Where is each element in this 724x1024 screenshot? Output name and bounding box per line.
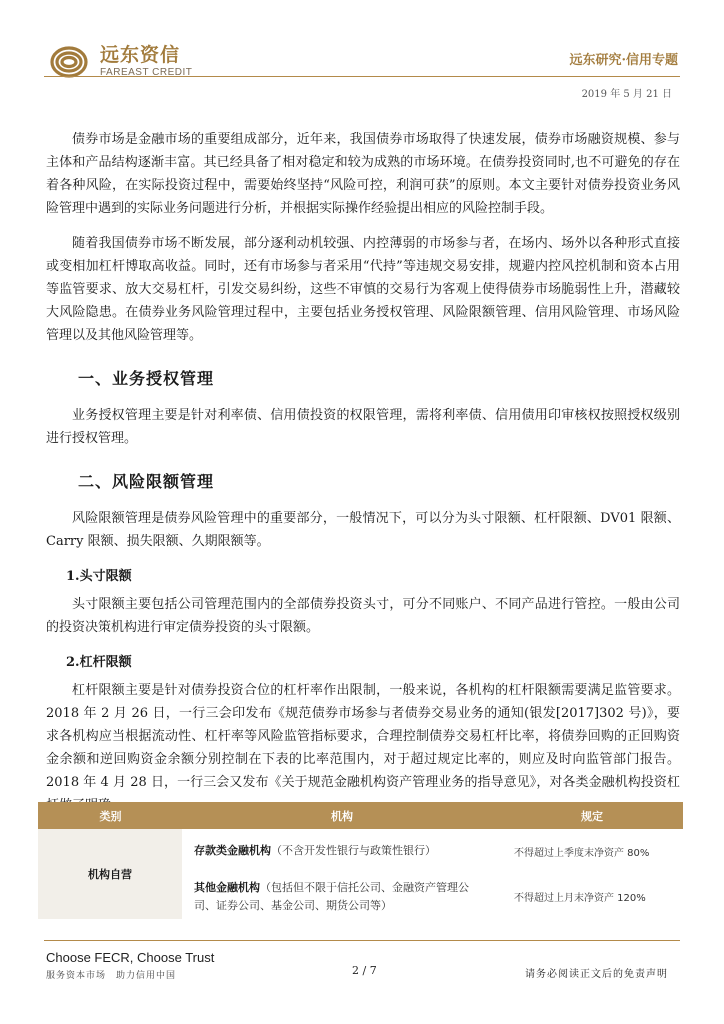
institution-note: （包括但不限于信托公司、金融资产管理公司、证券公司、基金公司、期货公司等） bbox=[194, 880, 469, 912]
intro-paragraph-1: 债券市场是金融市场的重要组成部分，近年来，我国债券市场取得了快速发展，债券市场融资规模、参与主体和产品结构逐渐丰富。其已经具备了相对稳定和较为成熟的市场环境。在债券投资同时,也不可避免的存在着各种风险，在实际投资过程中，需要始终坚持“风险可控，利润可获”的原则。本文主要针对债券投资业务风险管理中遇到的实际业务问题进行分析，并根据实际操作经验提出相应的风险控制手段。 bbox=[46, 132, 680, 216]
logo-chinese-name: 远东资信 bbox=[100, 44, 181, 66]
authorization-paragraph: 业务授权管理主要是针对利率债、信用债投资的权限管理，需将利率债、信用债用印审核权按照授权级别进行授权管理。 bbox=[46, 408, 680, 446]
header-divider bbox=[44, 76, 680, 77]
footer-slogan-chinese: 服务资本市场 助力信用中国 bbox=[46, 971, 177, 981]
logo-english-name: FAREAST CREDIT bbox=[100, 67, 193, 78]
intro-paragraph-2: 随着我国债券市场不断发展，部分逐利动机较强、内控薄弱的市场参与者，在场内、场外以各种形式直接或变相加杠杆博取高收益。同时，还有市场参与者采用“代持”等违规交易安排，规避内控风控机制和资本占用等监管要求、放大交易杠杆，引发交易纠纷，这些不审慎的交易行为客观上使得债券市场脆弱性上升，潜藏较大风险隐患。在债券业务风险管理过程中，主要包括业务授权管理、风险限额管理、信用风险管理、市场风险管理以及其他风险管理等。 bbox=[46, 236, 680, 343]
position-limit-paragraph: 头寸限额主要包括公司管理范围内的全部债券投资头寸，可分不同账户、不同产品进行管控。一般由公司的投资决策机构进行审定债券投资的头寸限额。 bbox=[46, 597, 680, 635]
footer-slogan-english: Choose FECR, Choose Trust bbox=[46, 950, 215, 965]
rule-cell: 不得超过上月末净资产 120% bbox=[501, 874, 683, 919]
page-header bbox=[0, 0, 724, 100]
footer-disclaimer: 请务必阅读正文后的免责声明 bbox=[525, 969, 668, 980]
institution-name: 其他金融机构 bbox=[194, 880, 260, 894]
page-footer bbox=[0, 935, 724, 1024]
institution-cell bbox=[183, 874, 501, 919]
header-rule: 规定 bbox=[501, 802, 683, 829]
section-heading-authorization: 一、业务授权管理 bbox=[78, 369, 215, 388]
document-body bbox=[46, 128, 680, 853]
section-heading-risk-limits: 二、风险限额管理 bbox=[78, 472, 215, 491]
risk-limits-paragraph: 风险限额管理是债券风险管理中的重要部分，一般情况下，可以分为头寸限额、杠杆限额、DV01 限额、Carry 限额、损失限额、久期限额等。 bbox=[46, 511, 680, 549]
page-number: 2 / 7 bbox=[352, 964, 377, 977]
header-category: 类别 bbox=[38, 802, 183, 829]
subheading-position-limit: 1.头寸限额 bbox=[66, 569, 132, 584]
subheading-leverage-limit: 2.杠杆限额 bbox=[66, 655, 132, 670]
report-section-title: 远东研究·信用专题 bbox=[569, 53, 678, 68]
institution-name: 存款类金融机构 bbox=[194, 844, 271, 858]
table-row bbox=[38, 829, 683, 874]
leverage-limits-table bbox=[38, 802, 684, 920]
institution-cell bbox=[183, 829, 501, 874]
footer-divider bbox=[44, 940, 680, 941]
report-date: 2019 年 5 月 21 日 bbox=[581, 89, 672, 100]
institution-note: （不含开发性银行与政策性银行） bbox=[271, 844, 436, 858]
leverage-limit-paragraph: 杠杆限额主要是针对债券投资合位的杠杆率作出限制，一般来说，各机构的杠杆限额需要满足监管要求。2018 年 2 月 26 日，一行三会印发布《规范债券市场参与者债券交易业务的通知(银发[2017]302 号)》，要求各机构应当根据流动性、杠杆率等风险监管指标要求，合理控制债券交易杠杆比率，将债券回购的正回购资金余额和逆回购资金余额分别控制在下表的比率范围内，对于超过规定比率的，则应及时向监管部门报告。2018 年 4 月 28 日，一行三会又发布《关于规范金融机构资产管理业务的指导意见》，对各类金融机构投资杠 bbox=[46, 683, 680, 790]
header-institution: 机构 bbox=[183, 802, 501, 829]
category-cell: 机构自营 bbox=[38, 829, 183, 919]
table-header-row bbox=[38, 802, 683, 829]
rule-cell: 不得超过上季度末净资产 80% bbox=[501, 829, 683, 874]
